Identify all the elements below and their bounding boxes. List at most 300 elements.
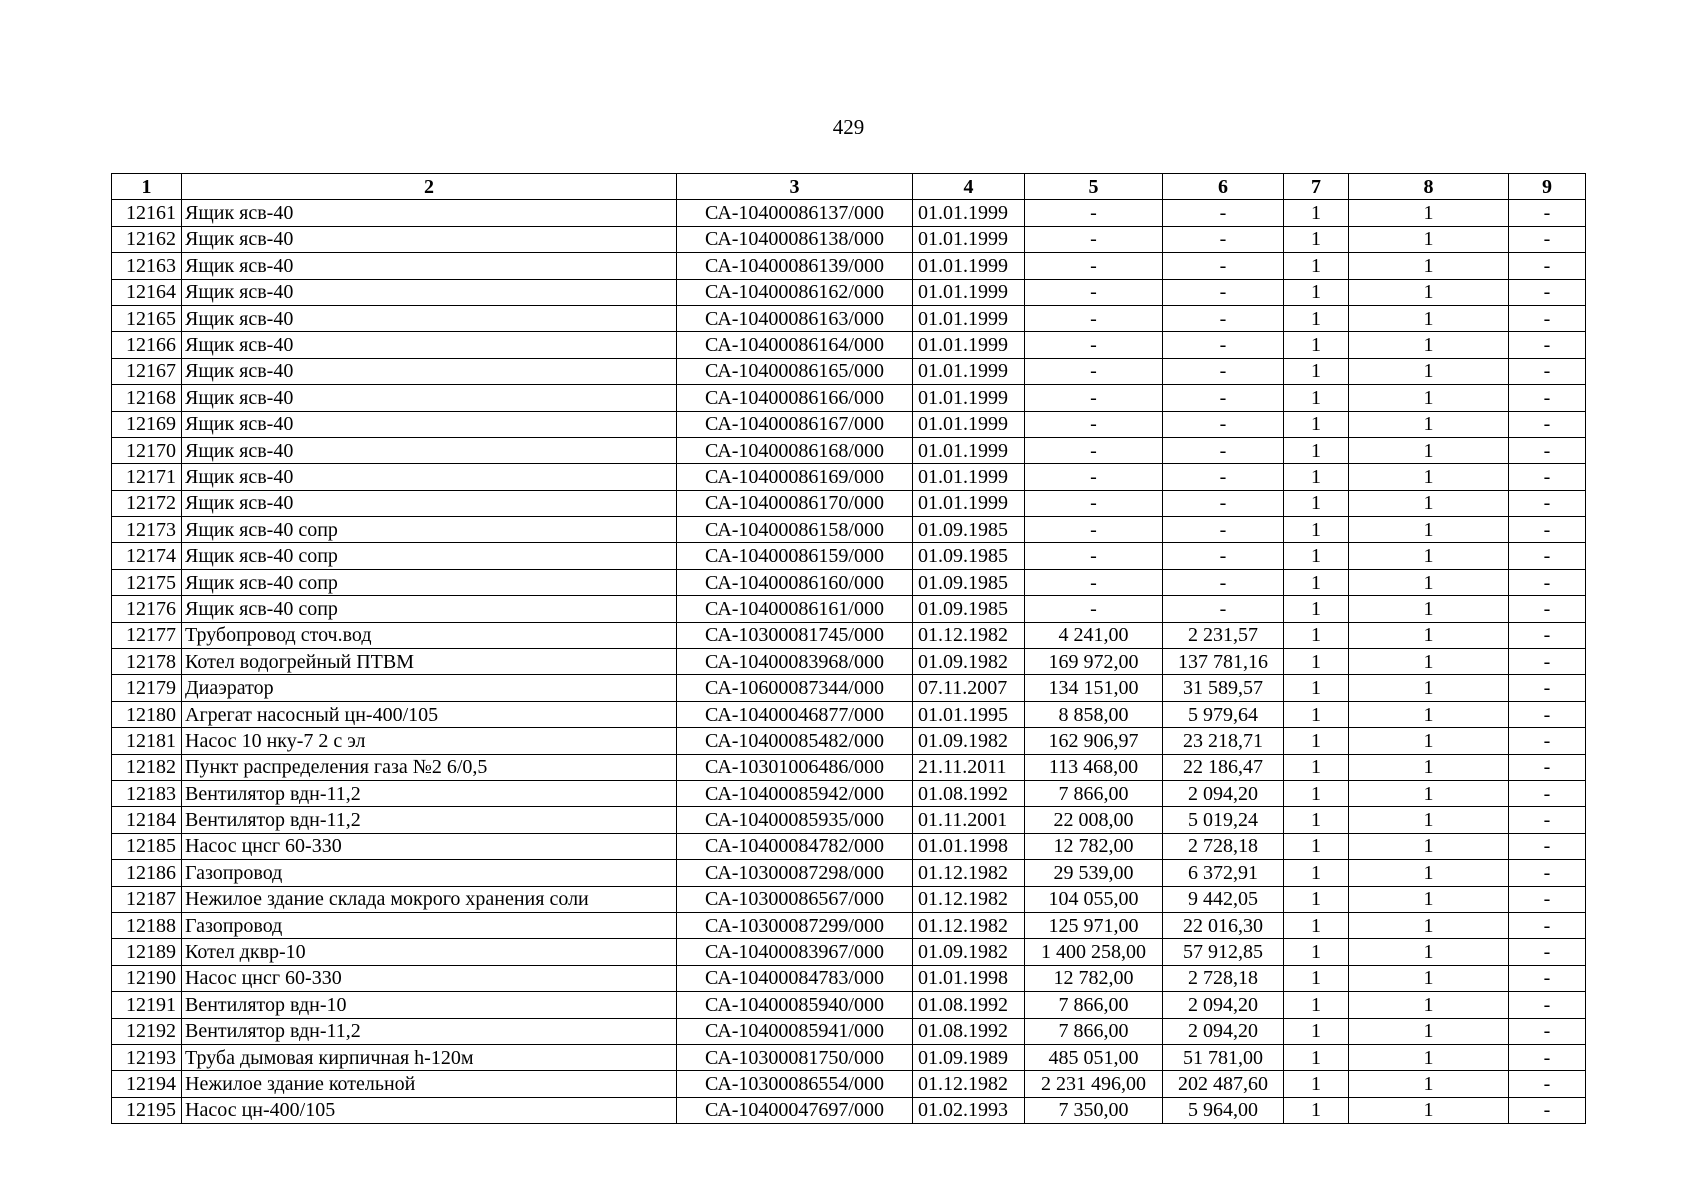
column-9-cell: - <box>1509 754 1586 780</box>
column-header-7: 7 <box>1284 174 1349 200</box>
column-8-cell: 1 <box>1349 279 1509 305</box>
row-number-cell: 12191 <box>112 992 182 1018</box>
column-6-cell: 202 487,60 <box>1163 1071 1284 1097</box>
row-number-cell: 12180 <box>112 701 182 727</box>
column-6-cell: - <box>1163 490 1284 516</box>
inventory-table <box>111 173 1586 1124</box>
date-cell: 01.09.1982 <box>913 939 1025 965</box>
column-5-cell: 113 468,00 <box>1025 754 1163 780</box>
column-8-cell: 1 <box>1349 226 1509 252</box>
table-row <box>112 464 1586 490</box>
item-name-cell: Ящик ясв-40 <box>182 490 677 516</box>
column-9-cell: - <box>1509 992 1586 1018</box>
inventory-code-cell: СА-10400086169/000 <box>677 464 913 490</box>
column-7-cell: 1 <box>1284 279 1349 305</box>
inventory-code-cell: СА-10400086164/000 <box>677 332 913 358</box>
column-7-cell: 1 <box>1284 569 1349 595</box>
row-number-cell: 12190 <box>112 965 182 991</box>
row-number-cell: 12182 <box>112 754 182 780</box>
column-7-cell: 1 <box>1284 833 1349 859</box>
inventory-code-cell: СА-10300086554/000 <box>677 1071 913 1097</box>
column-6-cell: 2 728,18 <box>1163 965 1284 991</box>
item-name-cell: Ящик ясв-40 сопр <box>182 569 677 595</box>
item-name-cell: Котел дквр-10 <box>182 939 677 965</box>
column-8-cell: 1 <box>1349 596 1509 622</box>
column-5-cell: 104 055,00 <box>1025 886 1163 912</box>
column-9-cell: - <box>1509 886 1586 912</box>
column-9-cell: - <box>1509 464 1586 490</box>
column-8-cell: 1 <box>1349 860 1509 886</box>
column-8-cell: 1 <box>1349 569 1509 595</box>
column-8-cell: 1 <box>1349 807 1509 833</box>
column-9-cell: - <box>1509 860 1586 886</box>
column-7-cell: 1 <box>1284 358 1349 384</box>
column-6-cell: - <box>1163 332 1284 358</box>
column-5-cell: - <box>1025 332 1163 358</box>
row-number-cell: 12176 <box>112 596 182 622</box>
column-5-cell: - <box>1025 358 1163 384</box>
date-cell: 01.01.1999 <box>913 226 1025 252</box>
column-7-cell: 1 <box>1284 411 1349 437</box>
column-5-cell: - <box>1025 279 1163 305</box>
column-6-cell: - <box>1163 358 1284 384</box>
inventory-code-cell: СА-10400047697/000 <box>677 1097 913 1123</box>
column-6-cell: 9 442,05 <box>1163 886 1284 912</box>
column-7-cell: 1 <box>1284 437 1349 463</box>
item-name-cell: Ящик ясв-40 <box>182 279 677 305</box>
column-6-cell: 5 019,24 <box>1163 807 1284 833</box>
column-9-cell: - <box>1509 1097 1586 1123</box>
inventory-code-cell: СА-10400086170/000 <box>677 490 913 516</box>
column-7-cell: 1 <box>1284 912 1349 938</box>
column-7-cell: 1 <box>1284 596 1349 622</box>
row-number-cell: 12186 <box>112 860 182 886</box>
column-5-cell: - <box>1025 305 1163 331</box>
inventory-code-cell: СА-10400083968/000 <box>677 649 913 675</box>
item-name-cell: Ящик ясв-40 сопр <box>182 543 677 569</box>
inventory-code-cell: СА-10400086158/000 <box>677 517 913 543</box>
column-9-cell: - <box>1509 200 1586 226</box>
date-cell: 01.01.1999 <box>913 332 1025 358</box>
column-5-cell: 8 858,00 <box>1025 701 1163 727</box>
column-6-cell: - <box>1163 569 1284 595</box>
column-7-cell: 1 <box>1284 332 1349 358</box>
item-name-cell: Пункт распределения газа №2 6/0,5 <box>182 754 677 780</box>
column-6-cell: 57 912,85 <box>1163 939 1284 965</box>
inventory-code-cell: СА-10300086567/000 <box>677 886 913 912</box>
inventory-code-cell: СА-10400086138/000 <box>677 226 913 252</box>
column-5-cell: 22 008,00 <box>1025 807 1163 833</box>
table-row <box>112 728 1586 754</box>
column-header-9: 9 <box>1509 174 1586 200</box>
table-row <box>112 807 1586 833</box>
column-9-cell: - <box>1509 833 1586 859</box>
column-header-6: 6 <box>1163 174 1284 200</box>
column-9-cell: - <box>1509 675 1586 701</box>
column-5-cell: - <box>1025 596 1163 622</box>
column-5-cell: 7 350,00 <box>1025 1097 1163 1123</box>
row-number-cell: 12194 <box>112 1071 182 1097</box>
column-6-cell: 6 372,91 <box>1163 860 1284 886</box>
item-name-cell: Ящик ясв-40 <box>182 358 677 384</box>
column-5-cell: - <box>1025 490 1163 516</box>
row-number-cell: 12161 <box>112 200 182 226</box>
column-6-cell: 5 964,00 <box>1163 1097 1284 1123</box>
inventory-code-cell: СА-10400085941/000 <box>677 1018 913 1044</box>
row-number-cell: 12185 <box>112 833 182 859</box>
table-row <box>112 279 1586 305</box>
column-5-cell: - <box>1025 385 1163 411</box>
column-6-cell: - <box>1163 279 1284 305</box>
column-5-cell: 4 241,00 <box>1025 622 1163 648</box>
column-9-cell: - <box>1509 965 1586 991</box>
table-row <box>112 1071 1586 1097</box>
date-cell: 01.09.1985 <box>913 543 1025 569</box>
item-name-cell: Вентилятор вдн-11,2 <box>182 1018 677 1044</box>
column-8-cell: 1 <box>1349 332 1509 358</box>
column-6-cell: - <box>1163 385 1284 411</box>
table-row <box>112 517 1586 543</box>
item-name-cell: Насос 10 нку-7 2 с эл <box>182 728 677 754</box>
column-6-cell: 2 094,20 <box>1163 1018 1284 1044</box>
inventory-code-cell: СА-10400086162/000 <box>677 279 913 305</box>
inventory-code-cell: СА-10400085482/000 <box>677 728 913 754</box>
item-name-cell: Ящик ясв-40 сопр <box>182 517 677 543</box>
column-8-cell: 1 <box>1349 649 1509 675</box>
column-5-cell: - <box>1025 543 1163 569</box>
column-7-cell: 1 <box>1284 1071 1349 1097</box>
item-name-cell: Ящик ясв-40 <box>182 437 677 463</box>
column-9-cell: - <box>1509 279 1586 305</box>
date-cell: 01.12.1982 <box>913 622 1025 648</box>
inventory-code-cell: СА-10400086137/000 <box>677 200 913 226</box>
column-9-cell: - <box>1509 305 1586 331</box>
table-row <box>112 622 1586 648</box>
column-9-cell: - <box>1509 1018 1586 1044</box>
table-row <box>112 939 1586 965</box>
date-cell: 01.01.1999 <box>913 305 1025 331</box>
date-cell: 01.08.1992 <box>913 992 1025 1018</box>
column-9-cell: - <box>1509 596 1586 622</box>
column-8-cell: 1 <box>1349 1044 1509 1070</box>
inventory-code-cell: СА-10400086168/000 <box>677 437 913 463</box>
column-7-cell: 1 <box>1284 622 1349 648</box>
item-name-cell: Нежилое здание котельной <box>182 1071 677 1097</box>
table-row <box>112 912 1586 938</box>
date-cell: 01.12.1982 <box>913 860 1025 886</box>
row-number-cell: 12178 <box>112 649 182 675</box>
column-7-cell: 1 <box>1284 992 1349 1018</box>
item-name-cell: Насос цнсг 60-330 <box>182 965 677 991</box>
inventory-code-cell: СА-10400086166/000 <box>677 385 913 411</box>
date-cell: 01.01.1999 <box>913 385 1025 411</box>
column-7-cell: 1 <box>1284 1097 1349 1123</box>
column-6-cell: 31 589,57 <box>1163 675 1284 701</box>
column-7-cell: 1 <box>1284 543 1349 569</box>
inventory-code-cell: СА-10400086165/000 <box>677 358 913 384</box>
table-row <box>112 305 1586 331</box>
column-5-cell: 7 866,00 <box>1025 1018 1163 1044</box>
page-number: 429 <box>832 115 865 139</box>
column-7-cell: 1 <box>1284 1044 1349 1070</box>
row-number-cell: 12172 <box>112 490 182 516</box>
row-number-cell: 12195 <box>112 1097 182 1123</box>
inventory-code-cell: СА-10400083967/000 <box>677 939 913 965</box>
column-5-cell: 12 782,00 <box>1025 833 1163 859</box>
item-name-cell: Нежилое здание склада мокрого хранения соли <box>182 886 677 912</box>
inventory-code-cell: СА-10300081745/000 <box>677 622 913 648</box>
column-header-1: 1 <box>112 174 182 200</box>
column-9-cell: - <box>1509 332 1586 358</box>
row-number-cell: 12189 <box>112 939 182 965</box>
inventory-code-cell: СА-10301006486/000 <box>677 754 913 780</box>
column-7-cell: 1 <box>1284 780 1349 806</box>
date-cell: 01.01.1999 <box>913 253 1025 279</box>
date-cell: 01.01.1999 <box>913 411 1025 437</box>
item-name-cell: Вентилятор вдн-11,2 <box>182 807 677 833</box>
column-9-cell: - <box>1509 517 1586 543</box>
column-6-cell: - <box>1163 226 1284 252</box>
column-6-cell: - <box>1163 517 1284 543</box>
table-row <box>112 860 1586 886</box>
column-8-cell: 1 <box>1349 833 1509 859</box>
column-9-cell: - <box>1509 780 1586 806</box>
column-9-cell: - <box>1509 622 1586 648</box>
inventory-code-cell: СА-10300087298/000 <box>677 860 913 886</box>
row-number-cell: 12184 <box>112 807 182 833</box>
date-cell: 01.08.1992 <box>913 1018 1025 1044</box>
inventory-code-cell: СА-10400086163/000 <box>677 305 913 331</box>
column-8-cell: 1 <box>1349 517 1509 543</box>
table-row <box>112 437 1586 463</box>
table-row <box>112 675 1586 701</box>
column-9-cell: - <box>1509 939 1586 965</box>
table-row <box>112 1097 1586 1123</box>
column-9-cell: - <box>1509 569 1586 595</box>
inventory-code-cell: СА-10400085940/000 <box>677 992 913 1018</box>
row-number-cell: 12181 <box>112 728 182 754</box>
date-cell: 01.02.1993 <box>913 1097 1025 1123</box>
row-number-cell: 12168 <box>112 385 182 411</box>
column-5-cell: - <box>1025 411 1163 437</box>
item-name-cell: Диаэратор <box>182 675 677 701</box>
column-8-cell: 1 <box>1349 464 1509 490</box>
date-cell: 01.08.1992 <box>913 780 1025 806</box>
column-7-cell: 1 <box>1284 226 1349 252</box>
row-number-cell: 12179 <box>112 675 182 701</box>
item-name-cell: Ящик ясв-40 <box>182 305 677 331</box>
date-cell: 01.01.1999 <box>913 490 1025 516</box>
column-9-cell: - <box>1509 1071 1586 1097</box>
column-8-cell: 1 <box>1349 437 1509 463</box>
column-5-cell: - <box>1025 253 1163 279</box>
date-cell: 01.01.1999 <box>913 200 1025 226</box>
column-7-cell: 1 <box>1284 939 1349 965</box>
column-6-cell: - <box>1163 411 1284 437</box>
date-cell: 01.12.1982 <box>913 912 1025 938</box>
date-cell: 01.01.1999 <box>913 279 1025 305</box>
column-8-cell: 1 <box>1349 1097 1509 1123</box>
table-row <box>112 596 1586 622</box>
column-6-cell: - <box>1163 305 1284 331</box>
column-header-5: 5 <box>1025 174 1163 200</box>
column-6-cell: 2 728,18 <box>1163 833 1284 859</box>
column-9-cell: - <box>1509 912 1586 938</box>
column-8-cell: 1 <box>1349 622 1509 648</box>
column-5-cell: 125 971,00 <box>1025 912 1163 938</box>
column-5-cell: 7 866,00 <box>1025 780 1163 806</box>
column-5-cell: - <box>1025 569 1163 595</box>
column-7-cell: 1 <box>1284 860 1349 886</box>
table-row <box>112 649 1586 675</box>
column-6-cell: - <box>1163 437 1284 463</box>
column-7-cell: 1 <box>1284 200 1349 226</box>
column-6-cell: 2 094,20 <box>1163 780 1284 806</box>
table-row <box>112 1044 1586 1070</box>
inventory-code-cell: СА-10400084782/000 <box>677 833 913 859</box>
column-6-cell: 2 231,57 <box>1163 622 1284 648</box>
item-name-cell: Ящик ясв-40 <box>182 200 677 226</box>
column-header-8: 8 <box>1349 174 1509 200</box>
column-9-cell: - <box>1509 226 1586 252</box>
column-5-cell: 12 782,00 <box>1025 965 1163 991</box>
date-cell: 01.01.1999 <box>913 358 1025 384</box>
inventory-code-cell: СА-10400046877/000 <box>677 701 913 727</box>
table-row <box>112 411 1586 437</box>
column-9-cell: - <box>1509 728 1586 754</box>
date-cell: 01.09.1985 <box>913 569 1025 595</box>
table-row <box>112 358 1586 384</box>
item-name-cell: Агрегат насосный цн-400/105 <box>182 701 677 727</box>
date-cell: 01.01.1998 <box>913 833 1025 859</box>
table-row <box>112 754 1586 780</box>
column-8-cell: 1 <box>1349 886 1509 912</box>
inventory-code-cell: СА-10600087344/000 <box>677 675 913 701</box>
column-9-cell: - <box>1509 1044 1586 1070</box>
column-5-cell: 162 906,97 <box>1025 728 1163 754</box>
column-6-cell: 51 781,00 <box>1163 1044 1284 1070</box>
column-5-cell: - <box>1025 464 1163 490</box>
column-7-cell: 1 <box>1284 701 1349 727</box>
item-name-cell: Вентилятор вдн-10 <box>182 992 677 1018</box>
date-cell: 01.09.1982 <box>913 728 1025 754</box>
column-9-cell: - <box>1509 385 1586 411</box>
inventory-code-cell: СА-10400085935/000 <box>677 807 913 833</box>
column-6-cell: 22 016,30 <box>1163 912 1284 938</box>
column-7-cell: 1 <box>1284 675 1349 701</box>
header-row <box>112 174 1586 200</box>
column-8-cell: 1 <box>1349 358 1509 384</box>
column-5-cell: - <box>1025 226 1163 252</box>
row-number-cell: 12164 <box>112 279 182 305</box>
column-8-cell: 1 <box>1349 305 1509 331</box>
column-7-cell: 1 <box>1284 490 1349 516</box>
column-header-4: 4 <box>913 174 1025 200</box>
column-7-cell: 1 <box>1284 464 1349 490</box>
date-cell: 01.01.1998 <box>913 965 1025 991</box>
column-7-cell: 1 <box>1284 649 1349 675</box>
row-number-cell: 12171 <box>112 464 182 490</box>
inventory-code-cell: СА-10400086161/000 <box>677 596 913 622</box>
inventory-code-cell: СА-10400084783/000 <box>677 965 913 991</box>
column-6-cell: - <box>1163 464 1284 490</box>
item-name-cell: Котел водогрейный ПТВМ <box>182 649 677 675</box>
date-cell: 07.11.2007 <box>913 675 1025 701</box>
date-cell: 01.09.1989 <box>913 1044 1025 1070</box>
date-cell: 01.09.1985 <box>913 517 1025 543</box>
date-cell: 01.01.1995 <box>913 701 1025 727</box>
column-7-cell: 1 <box>1284 807 1349 833</box>
row-number-cell: 12165 <box>112 305 182 331</box>
column-9-cell: - <box>1509 490 1586 516</box>
column-6-cell: - <box>1163 596 1284 622</box>
date-cell: 01.09.1985 <box>913 596 1025 622</box>
inventory-code-cell: СА-10400086159/000 <box>677 543 913 569</box>
row-number-cell: 12166 <box>112 332 182 358</box>
item-name-cell: Ящик ясв-40 <box>182 332 677 358</box>
column-6-cell: 5 979,64 <box>1163 701 1284 727</box>
row-number-cell: 12192 <box>112 1018 182 1044</box>
table-row <box>112 992 1586 1018</box>
column-6-cell: 22 186,47 <box>1163 754 1284 780</box>
column-5-cell: 485 051,00 <box>1025 1044 1163 1070</box>
row-number-cell: 12170 <box>112 437 182 463</box>
column-6-cell: - <box>1163 253 1284 279</box>
item-name-cell: Насос цн-400/105 <box>182 1097 677 1123</box>
column-9-cell: - <box>1509 358 1586 384</box>
item-name-cell: Газопровод <box>182 860 677 886</box>
column-8-cell: 1 <box>1349 780 1509 806</box>
column-7-cell: 1 <box>1284 965 1349 991</box>
table-row <box>112 569 1586 595</box>
table-row <box>112 965 1586 991</box>
item-name-cell: Ящик ясв-40 <box>182 226 677 252</box>
column-8-cell: 1 <box>1349 701 1509 727</box>
inventory-code-cell: СА-10400085942/000 <box>677 780 913 806</box>
column-5-cell: 1 400 258,00 <box>1025 939 1163 965</box>
inventory-code-cell: СА-10300087299/000 <box>677 912 913 938</box>
item-name-cell: Ящик ясв-40 <box>182 411 677 437</box>
column-9-cell: - <box>1509 649 1586 675</box>
table-row <box>112 886 1586 912</box>
date-cell: 01.01.1999 <box>913 437 1025 463</box>
table-row <box>112 1018 1586 1044</box>
column-8-cell: 1 <box>1349 965 1509 991</box>
column-7-cell: 1 <box>1284 728 1349 754</box>
table-row <box>112 833 1586 859</box>
table-row <box>112 332 1586 358</box>
table-body <box>112 200 1586 1124</box>
row-number-cell: 12183 <box>112 780 182 806</box>
column-7-cell: 1 <box>1284 305 1349 331</box>
column-6-cell: - <box>1163 543 1284 569</box>
item-name-cell: Вентилятор вдн-11,2 <box>182 780 677 806</box>
row-number-cell: 12174 <box>112 543 182 569</box>
column-header-3: 3 <box>677 174 913 200</box>
column-5-cell: 29 539,00 <box>1025 860 1163 886</box>
item-name-cell: Ящик ясв-40 <box>182 253 677 279</box>
date-cell: 01.12.1982 <box>913 1071 1025 1097</box>
row-number-cell: 12162 <box>112 226 182 252</box>
column-7-cell: 1 <box>1284 253 1349 279</box>
table-row <box>112 490 1586 516</box>
table-row <box>112 780 1586 806</box>
column-8-cell: 1 <box>1349 1018 1509 1044</box>
column-9-cell: - <box>1509 437 1586 463</box>
column-8-cell: 1 <box>1349 1071 1509 1097</box>
column-8-cell: 1 <box>1349 543 1509 569</box>
column-9-cell: - <box>1509 701 1586 727</box>
